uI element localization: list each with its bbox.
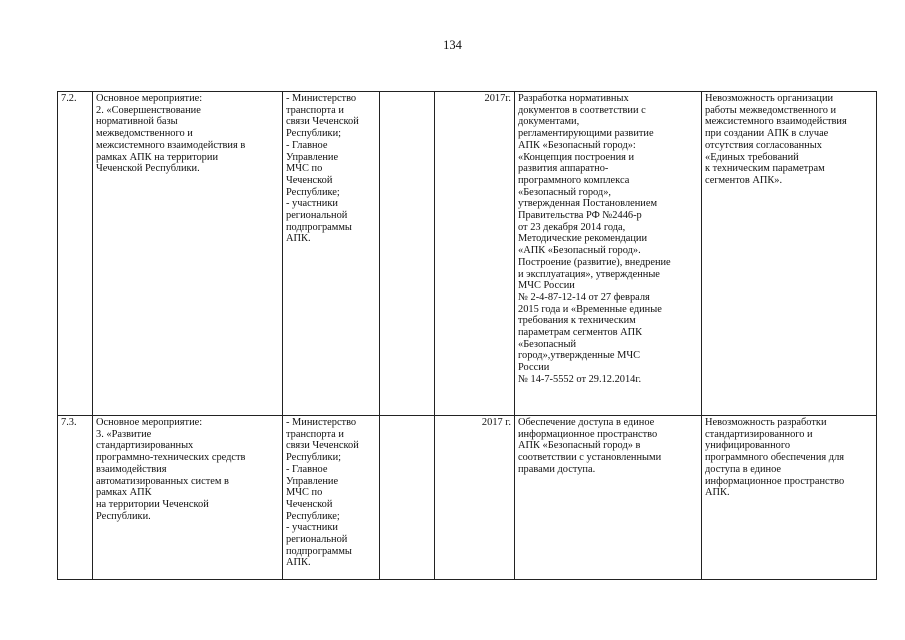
expected-result-cell: Обеспечение доступа в единое информационное пространство АПК «Безопасный город» в соответствии с установленными правами доступа.: [515, 416, 702, 580]
activity-cell: Основное мероприятие: 2. «Совершенствование нормативной базы межведомственного и межсистемного взаимодействия в рамках АПК на территории Чеченской Республики.: [93, 92, 283, 416]
year-cell: 2017г.: [435, 92, 515, 416]
row-number-cell: 7.3.: [58, 416, 93, 580]
executors-cell: - Министерство транспорта и связи Чеченской Республики; - Главное Управление МЧС по Чеченской Республике; - участники региональной подпрограммы АПК.: [283, 92, 380, 416]
measures-table: [57, 91, 877, 580]
empty-cell: [380, 92, 435, 416]
consequence-cell: Невозможность разработки стандартизированного и унифицированного программного обеспечения для доступа в единое информационное пространство АПК.: [702, 416, 877, 580]
year-cell: 2017 г.: [435, 416, 515, 580]
empty-cell: [380, 416, 435, 580]
consequence-cell: Невозможность организации работы межведомственного и межсистемного взаимодействия при создании АПК в случае отсутствия согласованных «Единых требований к техническим параметрам сегментов АПК».: [702, 92, 877, 416]
activity-cell: Основное мероприятие: 3. «Развитие стандартизированных программно-технических средств взаимодействия автоматизированных систем в рамках АПК на территории Чеченской Республики.: [93, 416, 283, 580]
table-row: [58, 92, 877, 416]
row-number-cell: 7.2.: [58, 92, 93, 416]
expected-result-cell: Разработка нормативных документов в соответствии с документами, регламентирующими развитие АПК «Безопасный город»: «Концепция построения и развития аппаратно- программного комплекса «Безопасный город», утвержденная Постановлением Правительства РФ №2446-р от 23 декабря 2014 года, Методические рекомендации «АПК «Безопасный город». Построение (развитие), внедрение и эксплуатация», утвержденные МЧС России № 2-4-87-12-14 от 27 февраля 2015 года и «Временные единые требования к техническим параметрам сегментов АПК «Безопасный город»,утвержденные МЧС России № 14-7-5552 от 29.12.2014г.: [515, 92, 702, 416]
page-number: 134: [443, 38, 462, 52]
table-row: [58, 416, 877, 580]
executors-cell: - Министерство транспорта и связи Чеченской Республики; - Главное Управление МЧС по Чеченской Республике; - участники региональной подпрограммы АПК.: [283, 416, 380, 580]
